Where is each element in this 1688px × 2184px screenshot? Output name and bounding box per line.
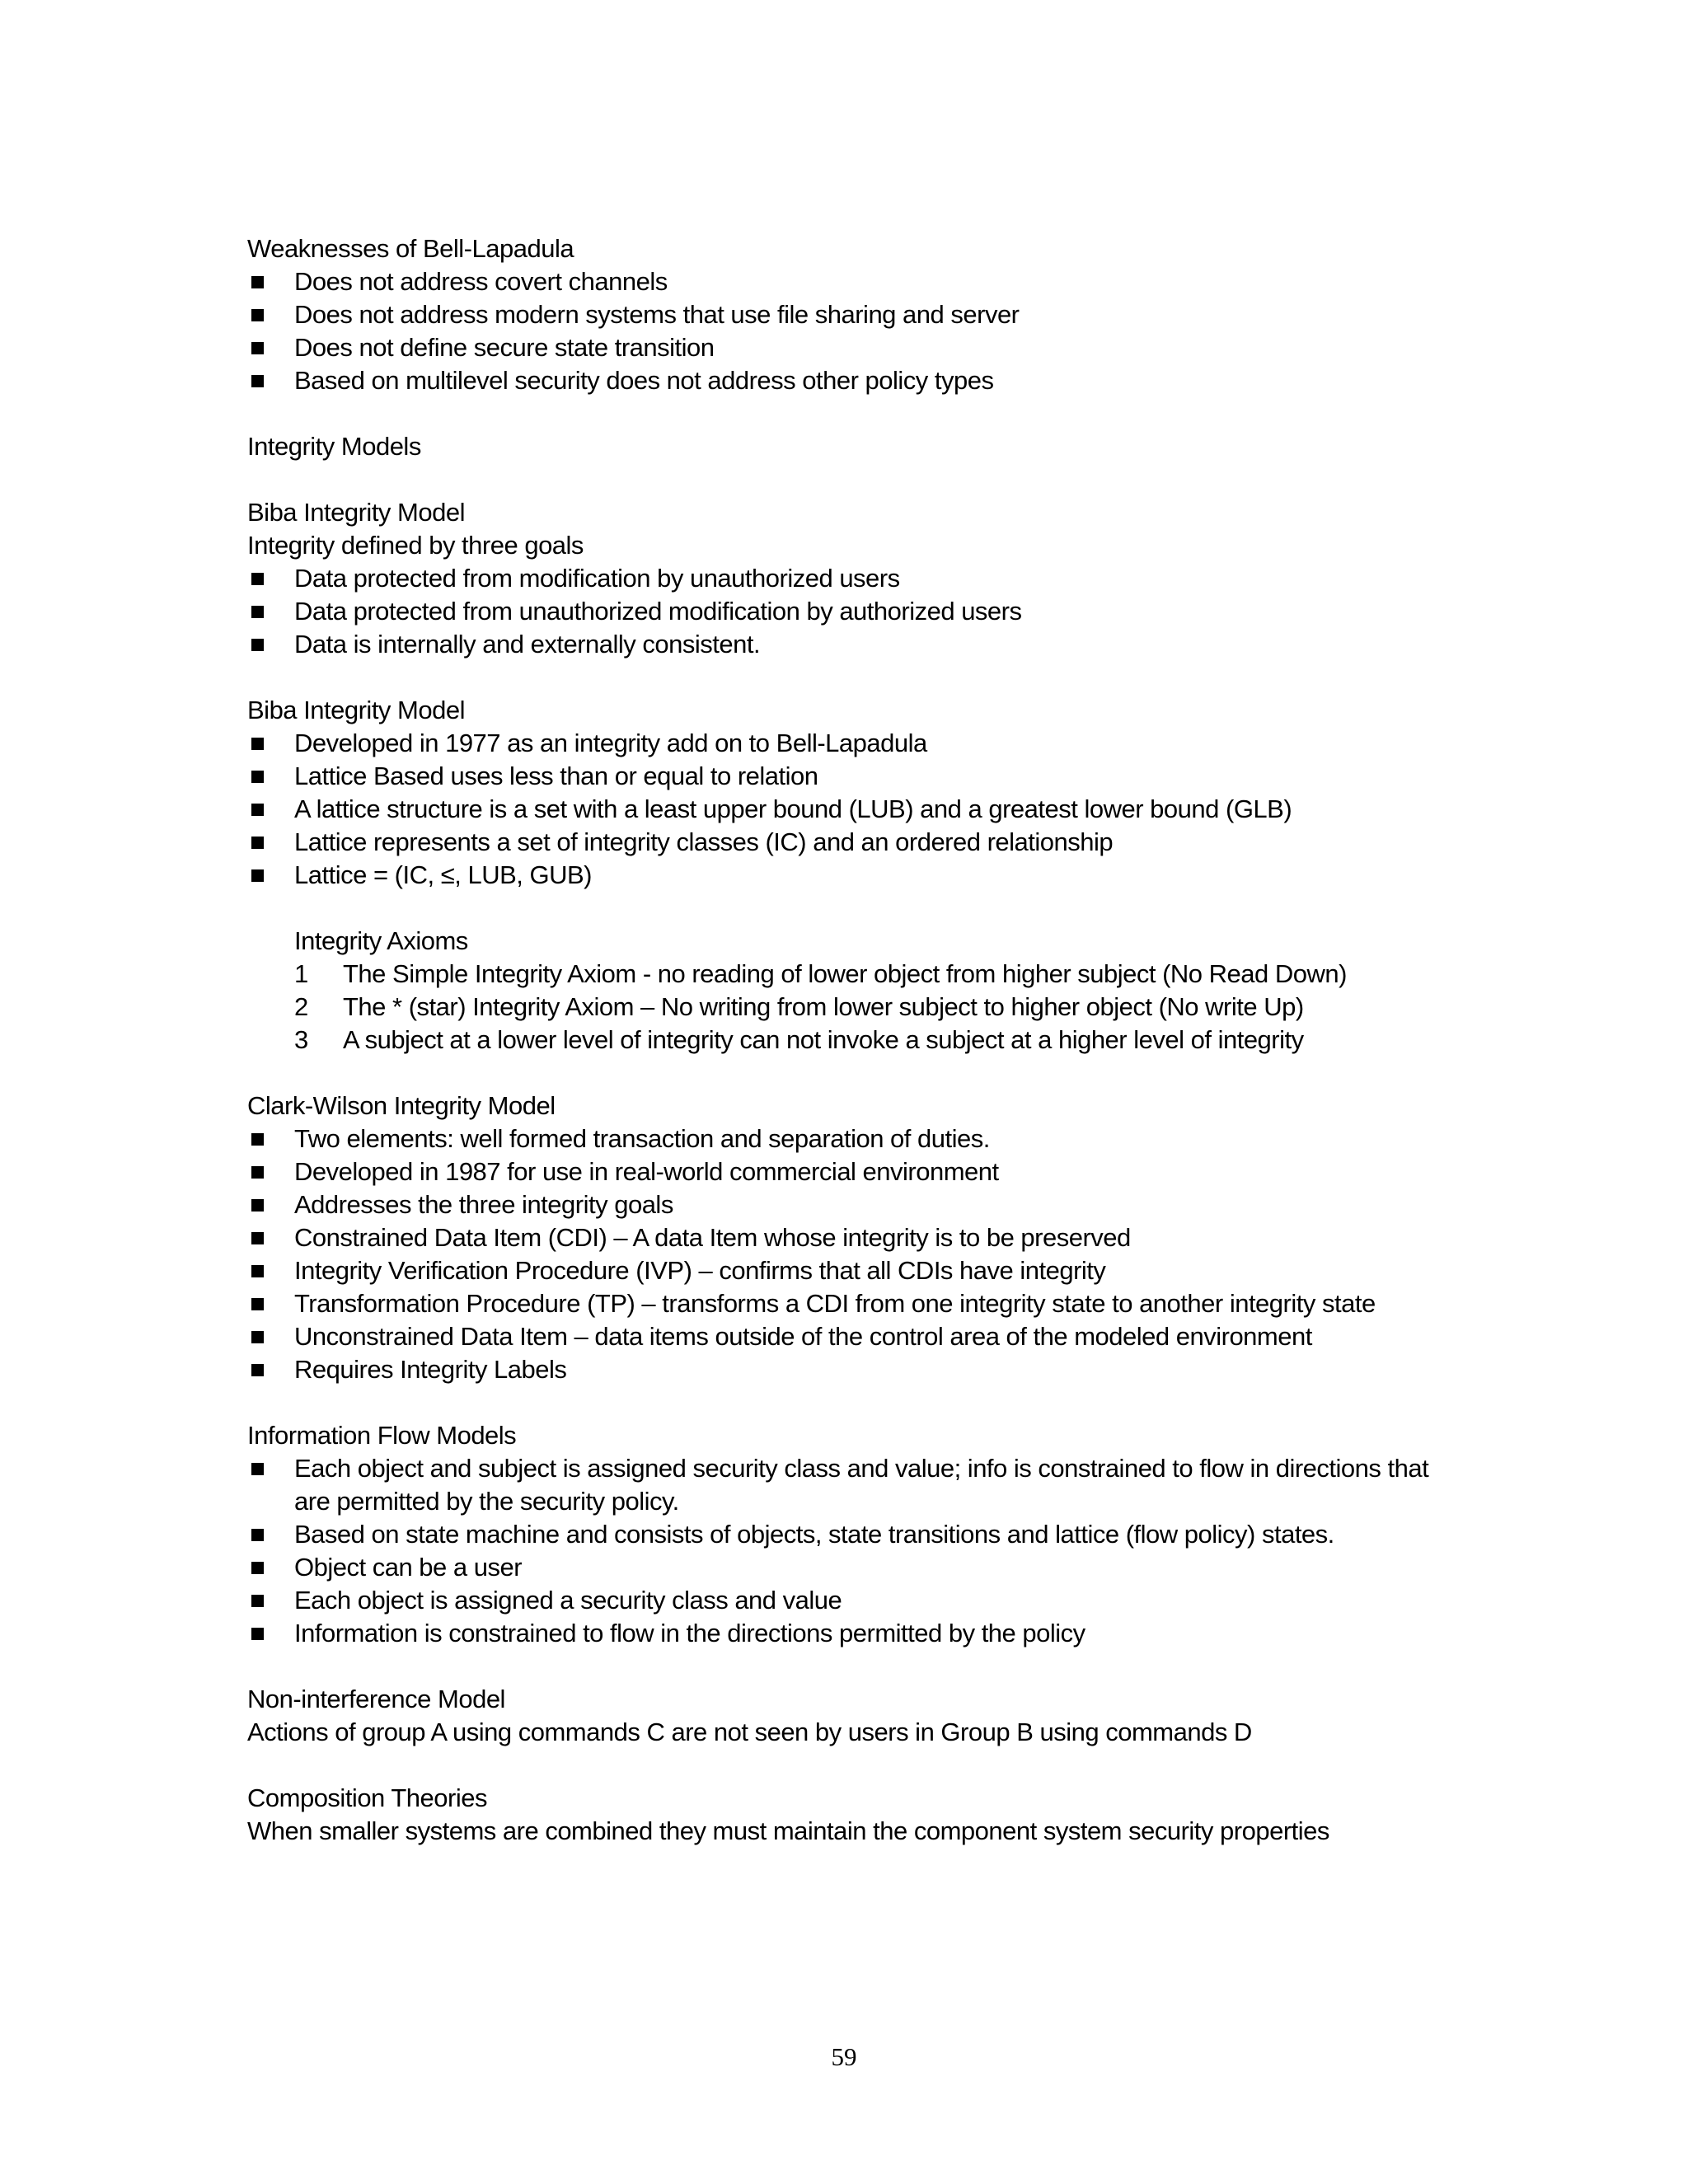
information-flow-list: [247, 1452, 1451, 1650]
square-bullet-icon: [251, 1265, 264, 1277]
list-item: [247, 1188, 1451, 1221]
spacer: [247, 1749, 1451, 1782]
square-bullet-icon: [251, 639, 264, 651]
list-item-text: Integrity Verification Procedure (IVP) – confirms that all CDIs have integrity: [294, 1256, 1106, 1285]
square-bullet-icon: [251, 738, 264, 750]
list-item-text: Based on multilevel security does not address other policy types: [294, 366, 994, 395]
square-bullet-icon: [251, 309, 264, 321]
list-item-text: Data is internally and externally consistent.: [294, 630, 761, 658]
spacer: [247, 463, 1451, 496]
section-heading-biba-integrity-model: Biba Integrity Model: [247, 498, 465, 527]
square-bullet-icon: [251, 1463, 264, 1475]
list-item: [247, 364, 1451, 397]
square-bullet-icon: [251, 1331, 264, 1343]
item-number: 1: [294, 959, 308, 988]
spacer: [247, 1057, 1451, 1090]
numbered-item-text: The * (star) Integrity Axiom – No writing from lower subject to higher object (No write Up): [343, 992, 1304, 1021]
square-bullet-icon: [251, 1529, 264, 1541]
square-bullet-icon: [251, 1133, 264, 1146]
list-item: [247, 1353, 1451, 1386]
list-item-text: Data protected from unauthorized modification by authorized users: [294, 597, 1022, 626]
page-number: 59: [831, 2042, 857, 2071]
list-item: [247, 1287, 1451, 1320]
list-item: [247, 793, 1451, 826]
numbered-item-text: The Simple Integrity Axiom - no reading of lower object from higher subject (No Read Down): [343, 959, 1347, 988]
list-item-text: Two elements: well formed transaction and separation of duties.: [294, 1124, 990, 1153]
section-heading-integrity-axioms: Integrity Axioms: [294, 926, 468, 955]
section-heading-information-flow: Information Flow Models: [247, 1421, 517, 1450]
biba-goals-intro: Integrity defined by three goals: [247, 531, 584, 560]
clark-wilson-list: [247, 1122, 1451, 1386]
list-item: [247, 331, 1451, 364]
list-item: [247, 826, 1451, 859]
section-heading-biba-integrity-model: Biba Integrity Model: [247, 696, 465, 724]
list-item: [247, 859, 1451, 892]
list-item-text: Constrained Data Item (CDI) – A data Item whose integrity is to be preserved: [294, 1223, 1131, 1252]
list-item: [247, 1551, 1451, 1584]
list-item-text: Information is constrained to flow in the directions permitted by the policy: [294, 1619, 1085, 1647]
list-item: [247, 265, 1451, 298]
list-item-text: Object can be a user: [294, 1553, 523, 1582]
square-bullet-icon: [251, 342, 264, 354]
numbered-item-text: A subject at a lower level of integrity can not invoke a subject at a higher level of integrity: [343, 1025, 1304, 1054]
list-item-text: Lattice represents a set of integrity classes (IC) and an ordered relationship: [294, 827, 1114, 856]
square-bullet-icon: [251, 1628, 264, 1640]
list-item: [247, 1221, 1451, 1254]
numbered-item: [294, 1024, 1451, 1057]
square-bullet-icon: [251, 1562, 264, 1574]
composition-theories-text: When smaller systems are combined they must maintain the component system security properties: [247, 1816, 1329, 1845]
square-bullet-icon: [251, 837, 264, 849]
list-item-text: Developed in 1987 for use in real-world commercial environment: [294, 1157, 999, 1186]
square-bullet-icon: [251, 771, 264, 783]
list-item: [247, 1155, 1451, 1188]
square-bullet-icon: [251, 1595, 264, 1607]
integrity-axioms-block: [247, 925, 1451, 1057]
list-item-text: Lattice Based uses less than or equal to relation: [294, 762, 818, 790]
numbered-item: [294, 991, 1451, 1024]
page-content: [247, 232, 1451, 1848]
list-item-text: Each object is assigned a security class and value: [294, 1586, 842, 1615]
list-item: [247, 298, 1451, 331]
list-item: [247, 1452, 1451, 1518]
section-heading-integrity-models: Integrity Models: [247, 432, 421, 461]
list-item-text: Does not address covert channels: [294, 267, 668, 296]
list-item-text: Based on state machine and consists of objects, state transitions and lattice (flow policy) states.: [294, 1520, 1334, 1549]
square-bullet-icon: [251, 375, 264, 387]
square-bullet-icon: [251, 804, 264, 816]
list-item: [247, 1518, 1451, 1551]
non-interference-text: Actions of group A using commands C are not seen by users in Group B using commands D: [247, 1718, 1252, 1746]
list-item-text: Each object and subject is assigned security class and value; info is constrained to flow in directions that are permitted by the security policy.: [294, 1454, 1429, 1516]
section-heading-bell-lapadula-weaknesses: Weaknesses of Bell-Lapadula: [247, 234, 574, 263]
spacer: [247, 661, 1451, 694]
integrity-axioms-list: [294, 958, 1451, 1057]
square-bullet-icon: [251, 606, 264, 618]
list-item-text: Does not define secure state transition: [294, 333, 715, 362]
square-bullet-icon: [251, 869, 264, 882]
list-item: [247, 1617, 1451, 1650]
section-heading-non-interference: Non-interference Model: [247, 1685, 505, 1713]
list-item-text: Requires Integrity Labels: [294, 1355, 567, 1384]
square-bullet-icon: [251, 1232, 264, 1244]
square-bullet-icon: [251, 1364, 264, 1376]
biba-goals-list: [247, 562, 1451, 661]
list-item: [247, 727, 1451, 760]
square-bullet-icon: [251, 276, 264, 288]
item-number: 2: [294, 992, 308, 1021]
spacer: [247, 1650, 1451, 1683]
section-heading-clark-wilson: Clark-Wilson Integrity Model: [247, 1091, 556, 1120]
list-item-text: Data protected from modification by unauthorized users: [294, 564, 900, 593]
list-item-text: Developed in 1977 as an integrity add on to Bell-Lapadula: [294, 729, 927, 757]
list-item: [247, 1254, 1451, 1287]
item-number: 3: [294, 1025, 308, 1054]
list-item-text: A lattice structure is a set with a least upper bound (LUB) and a greatest lower bound (GLB): [294, 794, 1292, 823]
bell-lapadula-weaknesses-list: [247, 265, 1451, 397]
square-bullet-icon: [251, 573, 264, 585]
spacer: [247, 892, 1451, 925]
section-heading-composition-theories: Composition Theories: [247, 1783, 487, 1812]
biba-model-list: [247, 727, 1451, 892]
list-item-text: Transformation Procedure (TP) – transforms a CDI from one integrity state to another integrity state: [294, 1289, 1376, 1318]
square-bullet-icon: [251, 1298, 264, 1310]
square-bullet-icon: [251, 1166, 264, 1179]
list-item: [247, 1584, 1451, 1617]
list-item: [247, 562, 1451, 595]
list-item: [247, 628, 1451, 661]
list-item-text: Unconstrained Data Item – data items outside of the control area of the modeled environment: [294, 1322, 1312, 1351]
numbered-item: [294, 958, 1451, 991]
list-item-text: Addresses the three integrity goals: [294, 1190, 673, 1219]
spacer: [247, 397, 1451, 430]
list-item: [247, 760, 1451, 793]
spacer: [247, 1386, 1451, 1419]
list-item: [247, 1320, 1451, 1353]
list-item-text: Does not address modern systems that use file sharing and server: [294, 300, 1020, 329]
list-item-text: Lattice = (IC, ≤, LUB, GUB): [294, 860, 592, 889]
list-item: [247, 595, 1451, 628]
square-bullet-icon: [251, 1199, 264, 1212]
list-item: [247, 1122, 1451, 1155]
